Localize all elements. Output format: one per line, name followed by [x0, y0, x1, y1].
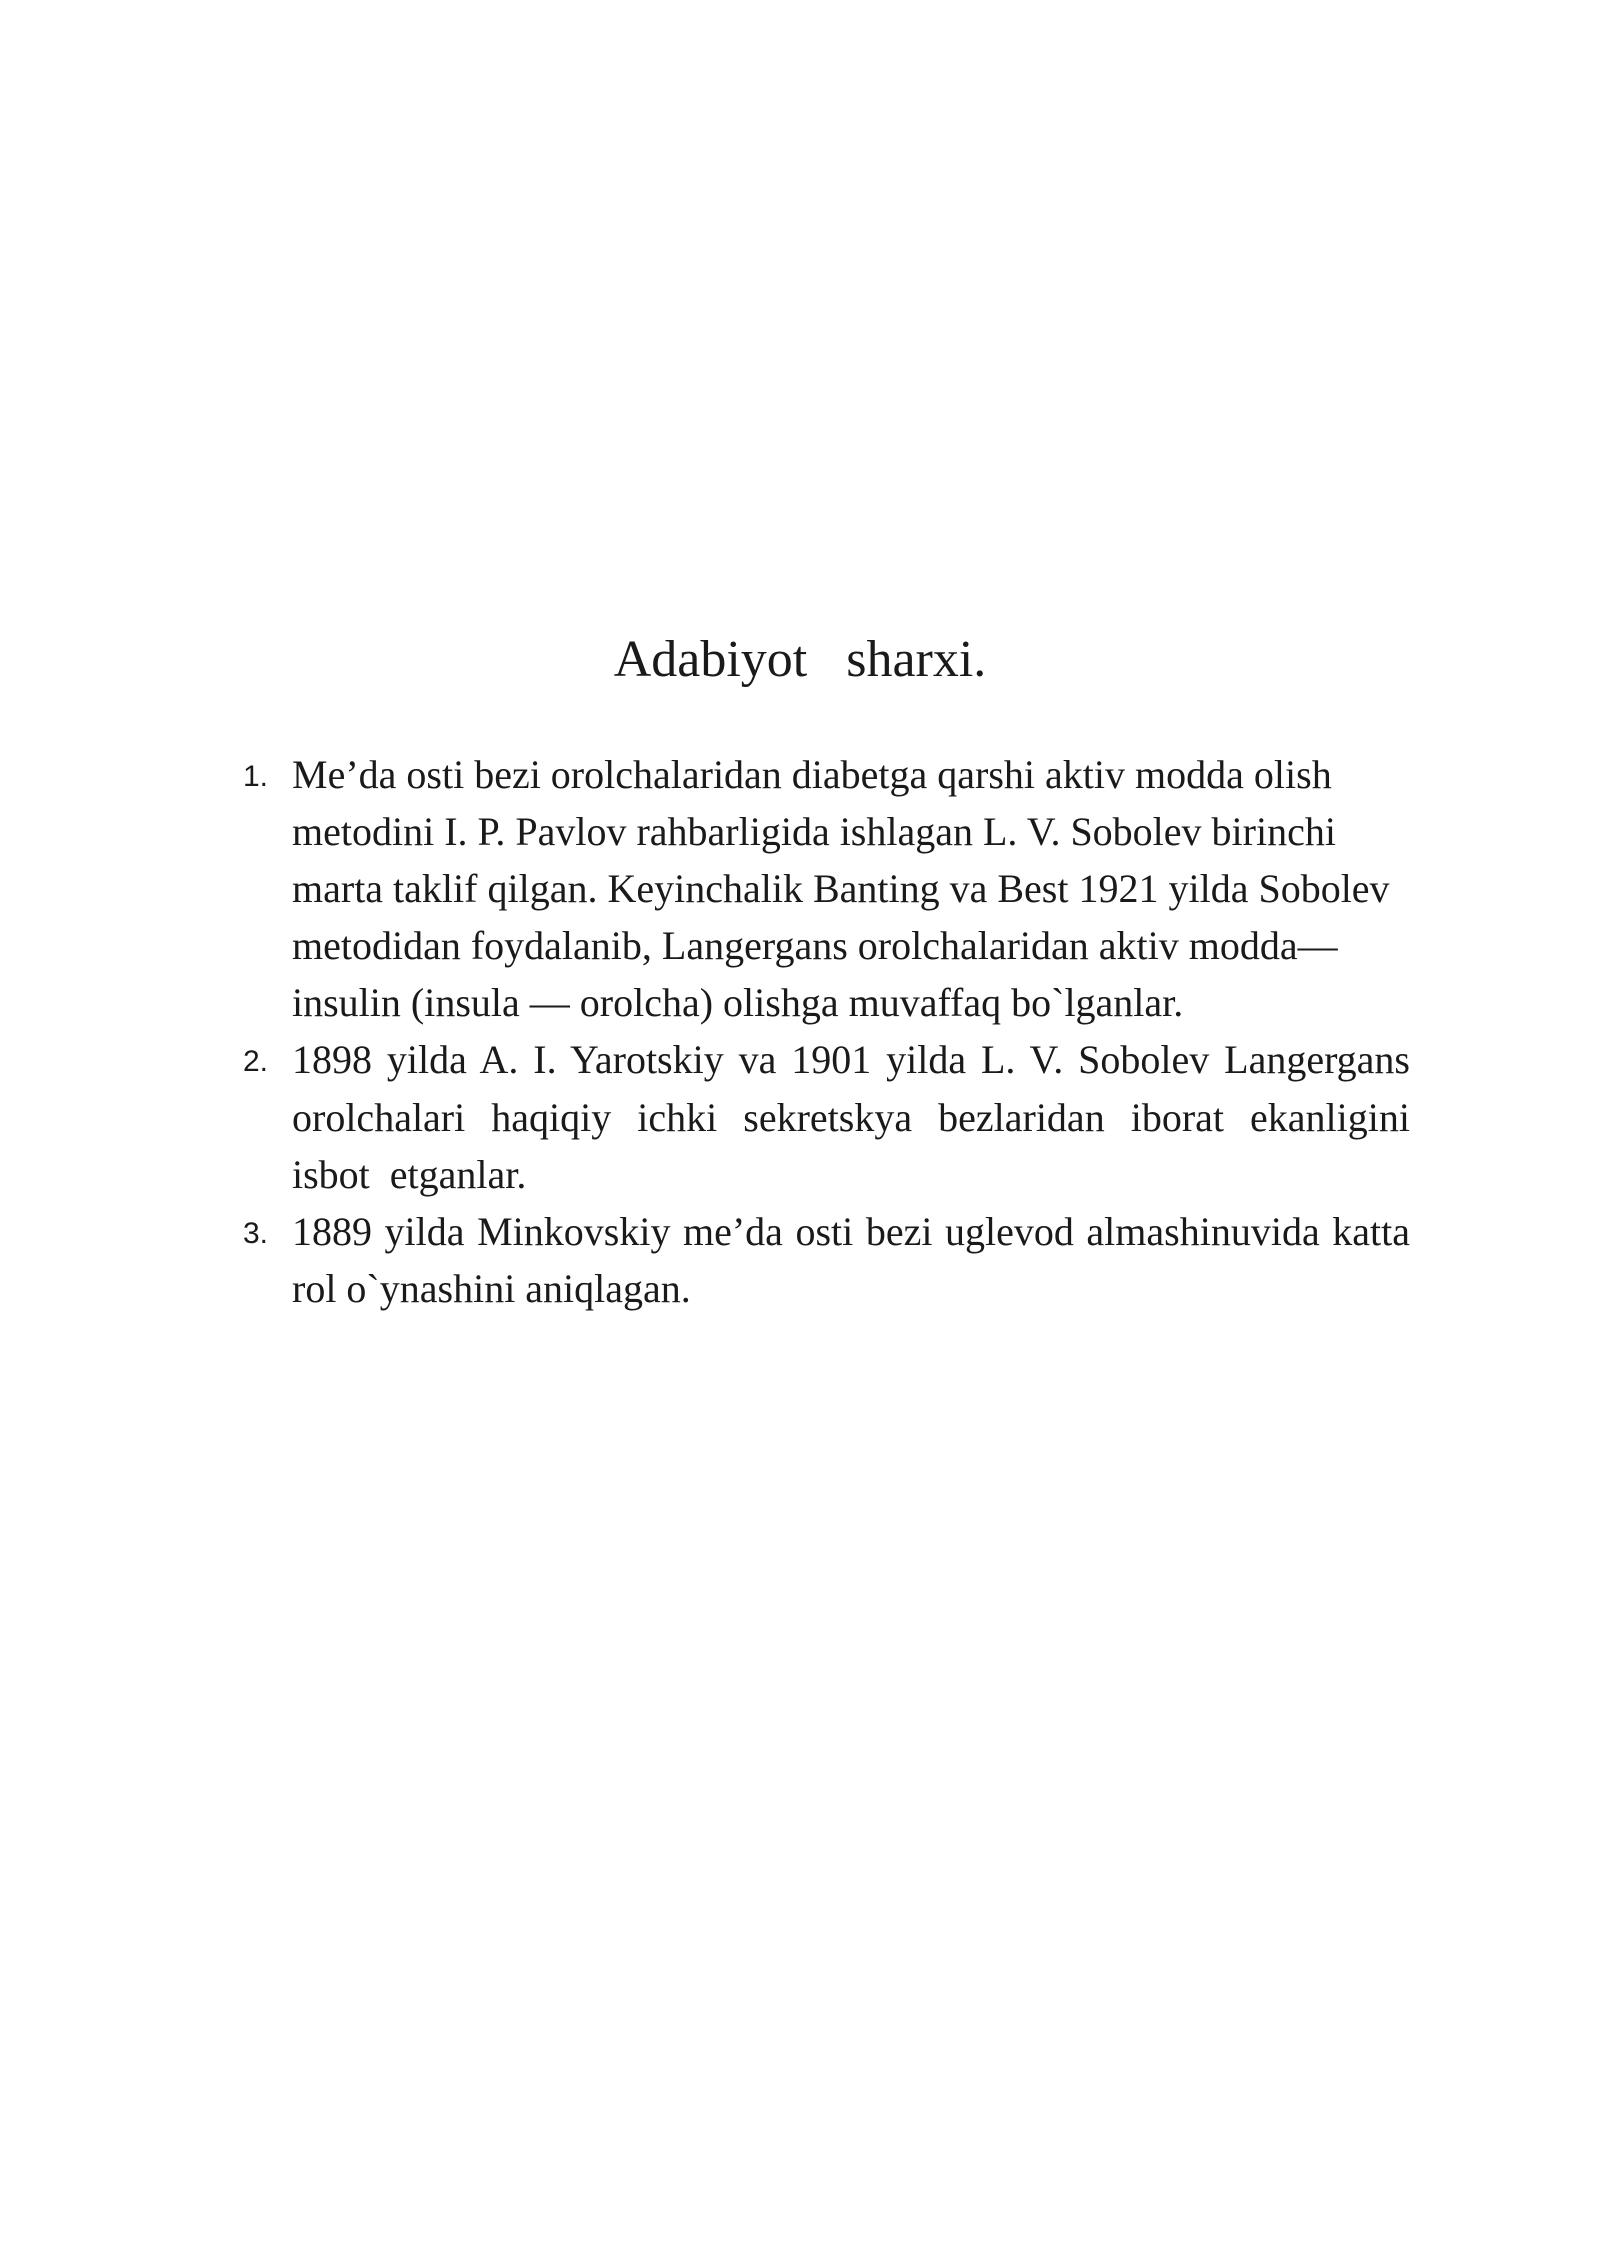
- list-item: [0, 1203, 1420, 1317]
- page-title: Adabiyot sharxi.: [613, 631, 987, 688]
- list-item-text: 1898 yilda A. I. Yarotskiy va 1901 yilda L. V. Sobolev Langergans orolchalari haqiqiy ichki sekretskya bezlaridan iborat ekanligini isbot etganlar.: [292, 1037, 1440, 1197]
- list-item-text: Me’da osti bezi orolchalaridan diabetga qarshi aktiv modda olish metodini I. P. Pavlov rahbarligida ishlagan L. V. Sobolev birinchi marta taklif qilgan. Keyinchalik Banting va Best 1921 yilda Sobolev metodidan foydalanib, Langergans orolchalaridan aktiv modda—insulin (insula — orolcha) olishga muvaffaq bo`lganlar.: [292, 752, 1400, 1026]
- list-item-number: 1.: [243, 760, 269, 793]
- literature-list: [0, 746, 1600, 1317]
- list-item-number: 2.: [243, 1045, 269, 1079]
- list-item-text: 1889 yilda Minkovskiy me’da osti bezi uglevod almashinuvida katta rol o`ynashini aniqlagan.: [292, 1208, 1420, 1311]
- list-item: [0, 746, 1410, 1031]
- list-item: [0, 1031, 1440, 1202]
- list-item-number: 3.: [243, 1216, 269, 1250]
